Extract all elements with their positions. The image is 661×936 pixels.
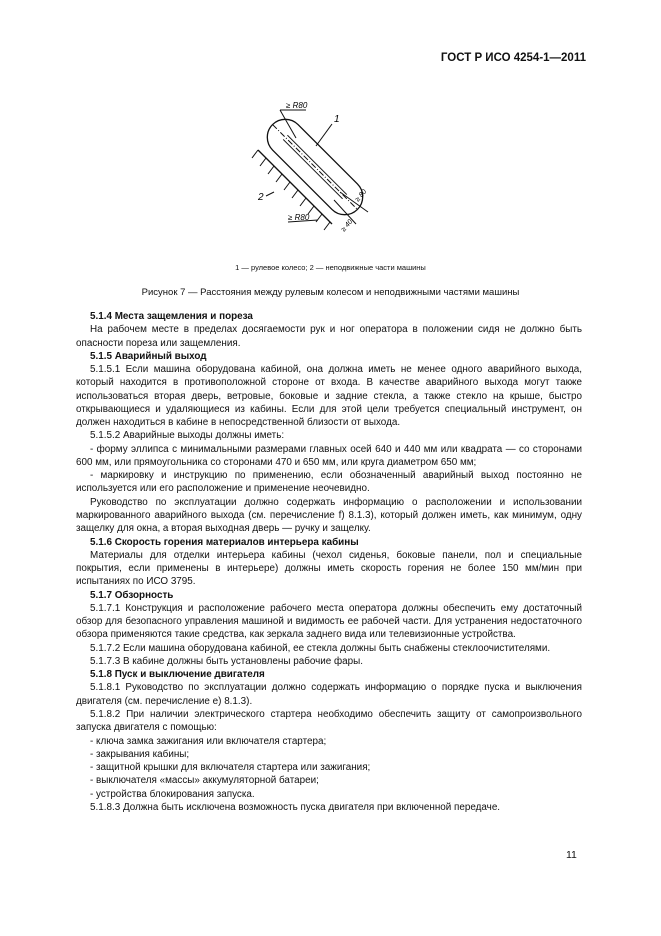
figure-caption: Рисунок 7 — Расстояния между рулевым колесом и неподвижными частями машины <box>141 287 520 298</box>
section-heading: 5.1.5 Аварийный выход <box>90 350 207 362</box>
dimension-80-label: ≥ 80 <box>354 188 369 204</box>
paragraph: 5.1.7.2 Если машина оборудована кабиной, ее стекла должны быть снабжены стеклоочистителями. <box>90 642 551 654</box>
paragraph: Руководство по эксплуатации должно содержать информацию о расположении и использовании маркированного аварийного выхода (см. перечисление f) 8.1.3), который должен иметь, как минимум, одну защелку для окна, а вторая выходная дверь — ручку и защелку. <box>76 496 582 535</box>
paragraph: - маркировку и инструкцию по применению, если обозначенный аварийный выход постоянно не используется или его расположение и применение неочевидно. <box>76 470 582 495</box>
page-number: 11 <box>566 849 577 861</box>
paragraph: На рабочем месте в пределах досягаемости рук и ног оператора в положении сидя не должно быть опасности пореза или защемления. <box>76 324 582 349</box>
paragraph: - ключа замка зажигания или включателя стартера; <box>90 735 327 747</box>
paragraph: Материалы для отделки интерьера кабины (чехол сиденья, боковые панели, пол и специальные покрытия, если применены в интерьере) должны иметь скорость горения не более 150 мм/мин при испытаниях по ИСО 3795. <box>76 549 582 588</box>
paragraph: 5.1.8.3 Должна быть исключена возможность пуска двигателя при включенной передаче. <box>90 801 501 813</box>
section-heading: 5.1.8 Пуск и выключение двигателя <box>90 669 265 681</box>
paragraph: 5.1.8.1 Руководство по эксплуатации должно содержать информацию о порядке пуска и выключения двигателя (см. перечисление е) 8.1.3). <box>76 682 582 707</box>
paragraph: - устройства блокирования запуска. <box>90 788 255 800</box>
document-body <box>76 310 582 814</box>
paragraph: 5.1.7.3 В кабине должны быть установлены рабочие фары. <box>90 655 363 667</box>
figure-7-drawing <box>240 92 400 257</box>
section-heading: 5.1.7 Обзорность <box>90 589 174 601</box>
paragraph: - закрывания кабины; <box>90 748 190 760</box>
part-1-label: 1 <box>334 114 340 125</box>
dimension-40-label: ≥ 40 <box>340 218 355 234</box>
paragraph: - форму эллипса с минимальными размерами главных осей 640 и 440 мм или квадрата — со сторонами 600 мм, или прямоугольника со сторонами 470 и 650 мм, или круга диаметром 650 мм; <box>76 443 582 468</box>
paragraph: 5.1.8.2 При наличии электрического стартера необходимо обеспечить защиту от самопроизвольного запуска двигателя с помощью: <box>76 708 582 734</box>
paragraph: 5.1.5.1 Если машина оборудована кабиной, она должна иметь не менее одного аварийного выхода, который находится в противоположной стороне от входа. В качестве аварийного выхода могут также использоваться вторая дверь, ветровые, боковые и задние стекла, а также стекло на крыше, быстро открывающиеся и удаляющиеся из кабины. Если для этой цели требуется специальный инструмент, он должен находиться в кабине в непосредственной близости от выхода. <box>76 364 582 429</box>
paragraph: - защитной крышки для включателя стартера или зажигания; <box>90 762 371 774</box>
paragraph: 5.1.7.1 Конструкция и расположение рабочего места оператора должны обеспечить ему достаточный обзор для безопасного управления машиной и видимость ее рабочей части. Для устранения недостаточного обзора применяются такие средства, как зеркала заднего вида или телевизионные устройства. <box>76 602 582 641</box>
standard-header: ГОСТ Р ИСО 4254-1—2011 <box>440 52 586 64</box>
paragraph: - выключателя «массы» аккумуляторной батареи; <box>90 775 319 787</box>
part-2-label: 2 <box>258 192 264 203</box>
paragraph: 5.1.5.2 Аварийные выходы должны иметь: <box>90 430 285 442</box>
radius-bottom-label: ≥ R80 <box>288 213 310 222</box>
section-heading: 5.1.6 Скорость горения материалов интерьера кабины <box>90 536 359 548</box>
figure-legend: 1 — рулевое колесо; 2 — неподвижные части машины <box>235 263 426 272</box>
radius-top-label: ≥ R80 <box>286 101 308 110</box>
section-heading: 5.1.4 Места защемления и пореза <box>90 311 253 322</box>
